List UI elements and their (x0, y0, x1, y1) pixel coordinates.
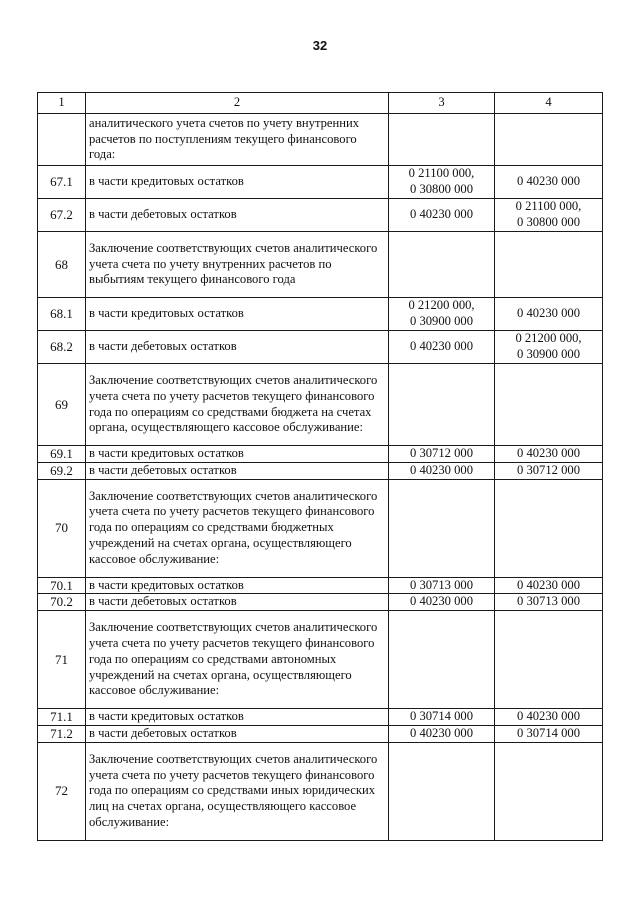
debit-account-cell: 0 21100 000, 0 30800 000 (389, 166, 495, 199)
description-cell: Заключение соответствующих счетов аналитического учета счета по учету расчетов текущего финансового года по операциям со средствами бюджетных учреждений на счетах органа, осуществляющего кассовое обслуживание: (86, 479, 389, 577)
credit-account-cell: 0 40230 000 (495, 298, 603, 331)
table-row (38, 199, 603, 232)
credit-account-cell (495, 479, 603, 577)
debit-account-cell: 0 40230 000 (389, 594, 495, 611)
table-row (38, 446, 603, 463)
row-number-cell: 71 (38, 611, 86, 709)
credit-account-cell: 0 40230 000 (495, 577, 603, 594)
table-row (38, 331, 603, 364)
credit-account-cell (495, 611, 603, 709)
description-cell: Заключение соответствующих счетов аналитического учета счета по учету расчетов текущего финансового года по операциям со средствами бюджета на счетах органа, осуществляющего кассовое обслуживание: (86, 364, 389, 446)
debit-account-cell: 0 30712 000 (389, 446, 495, 463)
debit-account-cell: 0 30713 000 (389, 577, 495, 594)
row-number-cell: 68.1 (38, 298, 86, 331)
column-header: 3 (389, 93, 495, 114)
description-cell: в части дебетовых остатков (86, 199, 389, 232)
debit-account-cell: 0 21200 000, 0 30900 000 (389, 298, 495, 331)
row-number-cell: 71.1 (38, 709, 86, 726)
description-cell: в части дебетовых остатков (86, 594, 389, 611)
debit-account-cell (389, 232, 495, 298)
column-header: 1 (38, 93, 86, 114)
row-number-cell: 70 (38, 479, 86, 577)
row-number-cell: 67.1 (38, 166, 86, 199)
row-number-cell: 69.2 (38, 462, 86, 479)
description-cell: в части дебетовых остатков (86, 331, 389, 364)
row-number-cell: 72 (38, 742, 86, 840)
table-row (38, 462, 603, 479)
row-number-cell: 69.1 (38, 446, 86, 463)
table-row (38, 479, 603, 577)
table-row (38, 364, 603, 446)
row-number-cell: 71.2 (38, 725, 86, 742)
description-cell: в части кредитовых остатков (86, 577, 389, 594)
description-cell: в части кредитовых остатков (86, 709, 389, 726)
row-number-cell: 68 (38, 232, 86, 298)
debit-account-cell (389, 364, 495, 446)
debit-account-cell (389, 479, 495, 577)
column-header: 2 (86, 93, 389, 114)
table-row (38, 114, 603, 166)
table-row (38, 725, 603, 742)
credit-account-cell: 0 40230 000 (495, 446, 603, 463)
description-cell: аналитического учета счетов по учету внутренних расчетов по поступлениям текущего финансового года: (86, 114, 389, 166)
credit-account-cell (495, 232, 603, 298)
credit-account-cell: 0 30714 000 (495, 725, 603, 742)
table-row (38, 298, 603, 331)
description-cell: в части дебетовых остатков (86, 725, 389, 742)
description-cell: в части кредитовых остатков (86, 166, 389, 199)
table-row (38, 742, 603, 840)
row-number-cell: 70.2 (38, 594, 86, 611)
debit-account-cell (389, 611, 495, 709)
credit-account-cell (495, 114, 603, 166)
credit-account-cell: 0 21200 000, 0 30900 000 (495, 331, 603, 364)
table-header-row (38, 93, 603, 114)
row-number-cell: 70.1 (38, 577, 86, 594)
credit-account-cell (495, 742, 603, 840)
debit-account-cell: 0 40230 000 (389, 725, 495, 742)
column-header: 4 (495, 93, 603, 114)
description-cell: в части кредитовых остатков (86, 298, 389, 331)
description-cell: в части кредитовых остатков (86, 446, 389, 463)
table-row (38, 232, 603, 298)
table-row (38, 577, 603, 594)
table-row (38, 594, 603, 611)
table-row (38, 166, 603, 199)
accounts-table (37, 92, 603, 841)
row-number-cell: 67.2 (38, 199, 86, 232)
credit-account-cell: 0 40230 000 (495, 166, 603, 199)
debit-account-cell (389, 742, 495, 840)
table-row (38, 709, 603, 726)
row-number-cell: 68.2 (38, 331, 86, 364)
debit-account-cell: 0 30714 000 (389, 709, 495, 726)
description-cell: в части дебетовых остатков (86, 462, 389, 479)
credit-account-cell: 0 40230 000 (495, 709, 603, 726)
row-number-cell (38, 114, 86, 166)
debit-account-cell: 0 40230 000 (389, 331, 495, 364)
table-body (38, 114, 603, 841)
row-number-cell: 69 (38, 364, 86, 446)
description-cell: Заключение соответствующих счетов аналитического учета счета по учету расчетов текущего финансового года по операциям со средствами иных юридических лиц на счетах органа, осуществляющего кассовое обслуживание: (86, 742, 389, 840)
debit-account-cell (389, 114, 495, 166)
debit-account-cell: 0 40230 000 (389, 199, 495, 232)
credit-account-cell: 0 30712 000 (495, 462, 603, 479)
credit-account-cell: 0 30713 000 (495, 594, 603, 611)
page-number: 32 (312, 38, 328, 53)
description-cell: Заключение соответствующих счетов аналитического учета счета по учету внутренних расчетов по выбытиям текущего финансового года (86, 232, 389, 298)
credit-account-cell (495, 364, 603, 446)
table-row (38, 611, 603, 709)
description-cell: Заключение соответствующих счетов аналитического учета счета по учету расчетов текущего финансового года по операциям со средствами автономных учреждений на счетах органа, осуществляющего кассовое обслуживание: (86, 611, 389, 709)
debit-account-cell: 0 40230 000 (389, 462, 495, 479)
credit-account-cell: 0 21100 000, 0 30800 000 (495, 199, 603, 232)
